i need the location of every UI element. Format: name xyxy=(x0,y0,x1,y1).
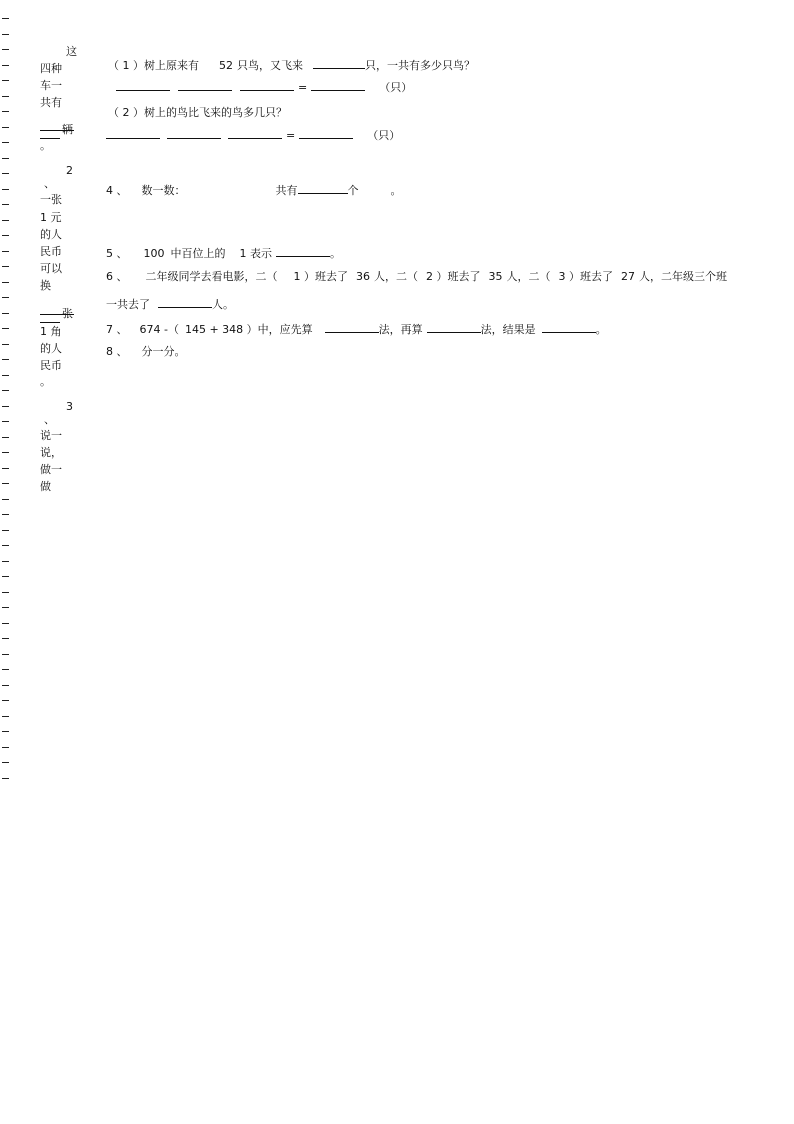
left-text: 。 xyxy=(40,375,51,388)
left-text: 可以 xyxy=(40,262,62,275)
margin-dash xyxy=(2,576,9,577)
margin-dash xyxy=(2,96,9,97)
margin-dash xyxy=(2,762,9,763)
question-4 xyxy=(106,181,402,198)
question-text: 法，结果是 xyxy=(480,323,536,336)
question-text: 一共去了 xyxy=(106,298,150,311)
margin-dash xyxy=(2,731,9,732)
left-text: 做一 xyxy=(40,463,62,476)
left-text: 张 xyxy=(62,307,73,320)
answer-blank[interactable] xyxy=(178,78,232,91)
left-text: 民币 xyxy=(40,245,62,258)
left-text: 一张 xyxy=(40,193,62,206)
margin-dash xyxy=(2,483,9,484)
question-text: 1 ）班去了 xyxy=(293,270,348,283)
margin-dash xyxy=(2,80,9,81)
left-text: 共有 xyxy=(40,96,62,109)
problem-text: （ 2 ）树上的鸟比飞来的鸟多几只？ xyxy=(108,106,287,119)
margin-dash xyxy=(2,499,9,500)
question-6-line-2 xyxy=(106,295,234,312)
margin-dash xyxy=(2,437,9,438)
left-text: 的人 xyxy=(40,342,62,355)
question-6-line-1 xyxy=(106,270,727,284)
answer-blank[interactable] xyxy=(106,126,160,139)
question-text: 27 xyxy=(621,270,635,283)
question-text: 3 ）班去了 xyxy=(558,270,613,283)
margin-dash xyxy=(2,452,9,453)
question-text: 。 xyxy=(390,184,402,197)
margin-dash xyxy=(2,592,9,593)
margin-dash xyxy=(2,282,9,283)
margin-dash xyxy=(2,359,9,360)
question-text: 人，二（ xyxy=(374,270,418,283)
margin-dash xyxy=(2,111,9,112)
answer-blank[interactable] xyxy=(311,78,365,91)
margin-dash xyxy=(2,638,9,639)
margin-dash xyxy=(2,18,9,19)
question-7 xyxy=(106,320,607,337)
margin-dash xyxy=(2,747,9,748)
left-text: 车一 xyxy=(40,79,62,92)
question-text: 人。 xyxy=(212,298,234,311)
margin-dash xyxy=(2,235,9,236)
left-text: 说， xyxy=(40,446,62,459)
question-text: 人，二年级三个班 xyxy=(639,270,727,283)
margin-dash xyxy=(2,297,9,298)
margin-dash xyxy=(2,251,9,252)
question-number: 2 xyxy=(66,164,73,177)
margin-dash xyxy=(2,778,9,779)
question-text: 二年级同学去看电影，二（ xyxy=(145,270,278,283)
margin-dash xyxy=(2,34,9,35)
margin-dash xyxy=(2,530,9,531)
answer-blank[interactable] xyxy=(167,126,221,139)
margin-dash xyxy=(2,173,9,174)
left-text: 、 xyxy=(44,177,55,190)
margin-dash xyxy=(2,127,9,128)
question-text: 2 ）班去了 xyxy=(426,270,481,283)
question-text: 36 xyxy=(356,270,370,283)
left-text: 、 xyxy=(44,413,55,426)
question-number: 5 、 xyxy=(106,247,128,260)
left-text: 这 xyxy=(66,45,77,58)
question-text: 中百位上的 xyxy=(170,247,226,260)
answer-blank[interactable] xyxy=(276,244,330,257)
margin-dash xyxy=(2,158,9,159)
question-text: 。 xyxy=(330,247,341,260)
equals-sign: = xyxy=(298,81,308,94)
left-text: 说一 xyxy=(40,429,62,442)
margin-dash xyxy=(2,313,9,314)
margin-dash xyxy=(2,700,9,701)
question-number: 3 xyxy=(66,400,73,413)
question-number: 7 、 xyxy=(106,323,128,336)
problem-2-equation xyxy=(106,126,400,143)
margin-dash xyxy=(2,406,9,407)
question-text: 100 xyxy=(143,247,165,260)
left-text: 1 元 xyxy=(40,211,62,224)
answer-blank[interactable] xyxy=(542,320,596,333)
margin-dash xyxy=(2,189,9,190)
margin-dash xyxy=(2,716,9,717)
question-text: 35 xyxy=(488,270,503,283)
margin-dash xyxy=(2,561,9,562)
answer-blank[interactable] xyxy=(313,56,365,69)
question-text: 共有 xyxy=(275,184,298,197)
margin-dash xyxy=(2,545,9,546)
problem-2-line xyxy=(108,106,287,120)
answer-blank[interactable] xyxy=(240,78,294,91)
problem-text: （ 1 ）树上原来有 xyxy=(108,59,199,72)
answer-blank[interactable] xyxy=(325,320,379,333)
margin-dash xyxy=(2,468,9,469)
question-text: 个 xyxy=(347,184,359,197)
answer-blank[interactable] xyxy=(116,78,170,91)
question-text: 。 xyxy=(595,323,607,336)
problem-text: 只鸟，又飞来 xyxy=(237,59,303,72)
question-number: 4 、 xyxy=(106,184,128,197)
left-text: 。 xyxy=(40,139,51,152)
answer-blank[interactable] xyxy=(427,320,481,333)
margin-dash xyxy=(2,142,9,143)
answer-blank[interactable] xyxy=(158,295,212,308)
answer-blank[interactable] xyxy=(228,126,282,139)
margin-dash xyxy=(2,375,9,376)
question-8 xyxy=(106,345,186,359)
margin-dash xyxy=(2,266,9,267)
question-number: 6 、 xyxy=(106,270,128,283)
problem-text: 只，一共有多少只鸟？ xyxy=(365,59,475,72)
margin-dash xyxy=(2,421,9,422)
question-text: 数一数： xyxy=(141,184,186,197)
question-text: 人，二（ xyxy=(506,270,551,283)
left-text: 换 xyxy=(40,279,51,292)
question-text: 法，再算 xyxy=(378,323,423,336)
margin-dash xyxy=(2,654,9,655)
problem-1-line xyxy=(108,56,475,73)
margin-dash xyxy=(2,328,9,329)
answer-blank[interactable] xyxy=(299,126,353,139)
margin-dash xyxy=(2,204,9,205)
problem-1-equation xyxy=(116,78,412,95)
margin-dash xyxy=(2,390,9,391)
margin-dash xyxy=(2,607,9,608)
question-5 xyxy=(106,244,341,261)
left-text: 民币 xyxy=(40,359,62,372)
left-text: 的人 xyxy=(40,228,62,241)
margin-dash xyxy=(2,685,9,686)
margin-dash xyxy=(2,220,9,221)
equals-sign: = xyxy=(286,129,296,142)
question-number: 8 、 xyxy=(106,345,128,358)
margin-dash xyxy=(2,344,9,345)
margin-dash xyxy=(2,514,9,515)
question-text: 分一分。 xyxy=(141,345,186,358)
question-text: 674 -（ xyxy=(139,323,179,336)
margin-dash xyxy=(2,623,9,624)
left-text: 四种 xyxy=(40,62,62,75)
margin-dash xyxy=(2,65,9,66)
margin-dash xyxy=(2,49,9,50)
answer-blank[interactable] xyxy=(298,181,348,194)
problem-number: 52 xyxy=(219,59,233,72)
left-text: 做 xyxy=(40,480,51,493)
unit-label: （只） xyxy=(367,129,401,142)
answer-blank[interactable] xyxy=(40,306,60,323)
unit-label: （只） xyxy=(379,81,413,94)
question-text: 145 + 348 ）中，应先算 xyxy=(184,323,313,336)
left-text: 1 角 xyxy=(40,325,62,338)
left-text: 辆 xyxy=(62,123,73,136)
margin-dash xyxy=(2,669,9,670)
question-text: 1 表示 xyxy=(239,247,272,260)
